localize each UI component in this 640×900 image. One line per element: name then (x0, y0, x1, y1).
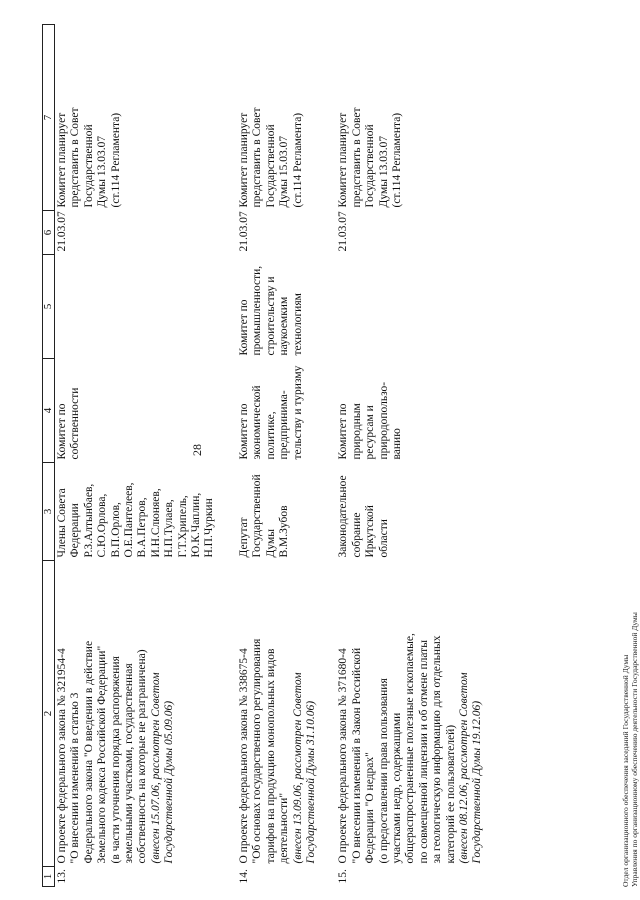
plan-line: Государственной (82, 124, 95, 208)
bill-note-line: (внесен 13.09.06, рассмотрен Советом (291, 672, 304, 864)
bill-title-line: категорий ее пользователей) (444, 724, 457, 864)
plan-line: представить в Совет (251, 107, 264, 208)
initiator-line: Члены Совета (56, 488, 68, 558)
initiator-line: О.Е.Пантелеев, (123, 482, 136, 558)
initiator (336, 463, 486, 561)
bill-description (336, 561, 486, 867)
plan-line: Комитет планирует (237, 112, 250, 208)
agenda-table (42, 24, 487, 887)
bill-title-line: (о предоставлении права пользования (377, 678, 390, 864)
co-committee (55, 255, 237, 359)
co-committee (336, 255, 486, 359)
column-header: 4 (43, 359, 55, 463)
plan-line: (ст.114 Регламента) (390, 112, 403, 208)
bill-title-line: собственность на которые не разграничена) (136, 649, 149, 864)
initiator-line: области (377, 519, 390, 558)
bill-title-line: по совмещенной лицензии и об отмене платы (417, 640, 430, 864)
row-number: 15. (337, 869, 350, 884)
responsible-committee-line: Комитет по (337, 403, 350, 460)
initiator-line: В.П.Орлов, (109, 502, 122, 558)
responsible-committee-line: ванию (390, 428, 403, 460)
responsible-committee (237, 359, 336, 463)
initiator-line: В.М.Зубов (278, 505, 291, 558)
co-committee-line: Комитет по (237, 299, 250, 356)
responsible-committee-line: Комитет по (237, 403, 250, 460)
row-number: 14. (237, 869, 250, 884)
plan-line: Думы 15.03.07 (278, 135, 291, 208)
initiator-line: Р.З.Алтынбаев, (82, 483, 95, 558)
bill-title-line: общераспространенные полезные ископаемые, (404, 633, 417, 864)
initiator-line: собрание Иркутской (350, 505, 377, 558)
plan-line: представить в Совет (69, 107, 82, 208)
responsible-committee-line: природопользо- (377, 381, 390, 460)
plan-line: Государственной (264, 124, 277, 208)
initiator-line: Думы (264, 529, 277, 558)
plan-line: Государственной (364, 124, 377, 208)
column-header: 2 (43, 561, 55, 867)
bill-title-line: О проекте федерального закона № 321954-4 (56, 648, 68, 864)
footer-line: Управления по организационному обеспечению деятельности Государственной Думы (630, 612, 639, 887)
bill-note-line: Государственной Думы 31.10.06) (304, 700, 317, 864)
bill-title-line: деятельности" (278, 792, 291, 864)
plan-line: представить в Совет (350, 107, 363, 208)
plan-line: Комитет планирует (56, 112, 68, 208)
row-number: 13. (56, 869, 68, 884)
bill-note-line: (внесен 08.12.06, рассмотрен Советом (457, 672, 470, 864)
co-committee-line: технологиям (291, 293, 304, 356)
co-committee (237, 255, 336, 359)
column-header: 3 (43, 463, 55, 561)
column-header: 5 (43, 255, 55, 359)
column-header: 6 (43, 211, 55, 255)
initiator (55, 463, 237, 561)
bill-title-line: "Об основах государственного регулирования (251, 638, 264, 864)
footer-line: Отдел организационного обеспечения заседаний Государственной Думы (621, 654, 630, 887)
bill-title-line: Федерального закона "О введении в действие (82, 640, 95, 864)
footer (621, 612, 639, 887)
bill-note-line: Государственной Думы 05.09.06) (163, 700, 176, 864)
responsible-committee (336, 359, 486, 463)
table-row (336, 25, 486, 887)
consideration-date: 21.03.07 (237, 211, 250, 252)
consideration-date: 21.03.07 (337, 211, 350, 252)
responsible-committee-line: тельству и туризму (291, 365, 304, 460)
responsible-committee-line: ресурсам и (364, 405, 377, 460)
column-number-row (43, 25, 55, 887)
bill-title-line: О проекте федерального закона № 371680-4 (337, 648, 350, 864)
bill-title-line: "О внесении изменений в статью 3 (69, 692, 82, 864)
column-header: 1 (43, 867, 55, 887)
initiator-line: В.А.Петров, (136, 497, 149, 558)
responsible-committee-line: Комитет по (56, 403, 68, 460)
bill-title-line: тарифов на продукцию монопольных видов (264, 648, 277, 864)
bill-title-line: за геологическую информацию для отдельных (431, 635, 444, 864)
committee-plan (55, 25, 237, 211)
rotated-page (0, 10, 640, 890)
bill-note-line: (внесен 15.07.06, рассмотрен Советом (149, 672, 162, 864)
bill-description (237, 561, 336, 867)
bill-title-line: (в части уточнения порядка распоряжения (109, 656, 122, 864)
agenda-rows (55, 25, 487, 887)
committee-plan (336, 25, 486, 211)
consideration-date: 21.03.07 (56, 211, 68, 252)
initiator-line: Г.Т.Хрипель, (176, 495, 189, 558)
bill-title-line: земельными участками, государственная (123, 663, 136, 864)
initiator-line: Ю.К.Чаплин, (190, 492, 203, 558)
bill-title-line: Земельного кодекса Российской Федерации" (96, 645, 109, 864)
responsible-committee-line: природным (350, 403, 363, 460)
initiator-line: Федерации (69, 503, 82, 558)
plan-line: (ст.114 Регламента) (291, 112, 304, 208)
co-committee-line: наукоемким (278, 296, 291, 356)
bill-note-line: Государственной Думы 19.12.06) (471, 700, 484, 864)
plan-line: Думы 13.03.07 (96, 135, 109, 208)
initiator (237, 463, 336, 561)
responsible-committee-line: экономической (251, 385, 264, 460)
bill-title-line: "О внесении изменений в Закон Российской (350, 647, 363, 864)
responsible-committee-line: политике, (264, 411, 277, 460)
co-committee-line: промышленности, (251, 265, 264, 356)
initiator-line: Законодательное (337, 475, 350, 558)
responsible-committee-line: собственности (69, 387, 82, 460)
page-number: 28 (190, 444, 204, 456)
initiator-line: И.Н.Слюняев, (149, 488, 162, 558)
co-committee-line: строительству и (264, 276, 277, 356)
committee-plan (237, 25, 336, 211)
initiator-line: Н.П.Чуркин (203, 498, 216, 558)
plan-line: Думы 13.03.07 (377, 135, 390, 208)
responsible-committee-line: предпринима- (278, 390, 291, 460)
initiator-line: Государственной (251, 474, 264, 558)
table-row (237, 25, 336, 887)
bill-description (55, 561, 237, 867)
plan-line: (ст.114 Регламента) (109, 112, 122, 208)
initiator-line: Н.П.Тулаев, (163, 499, 176, 558)
initiator-line: С.Ю.Орлова, (96, 493, 109, 558)
initiator-line: Депутат (237, 517, 250, 558)
table-row (55, 25, 237, 887)
bill-title-line: Федерации "О недрах" (364, 752, 377, 864)
bill-title-line: участками недр, содержащими (390, 712, 403, 864)
responsible-committee (55, 359, 237, 463)
plan-line: Комитет планирует (337, 112, 350, 208)
bill-title-line: О проекте федерального закона № 338675-4 (237, 648, 250, 864)
column-header: 7 (43, 25, 55, 211)
